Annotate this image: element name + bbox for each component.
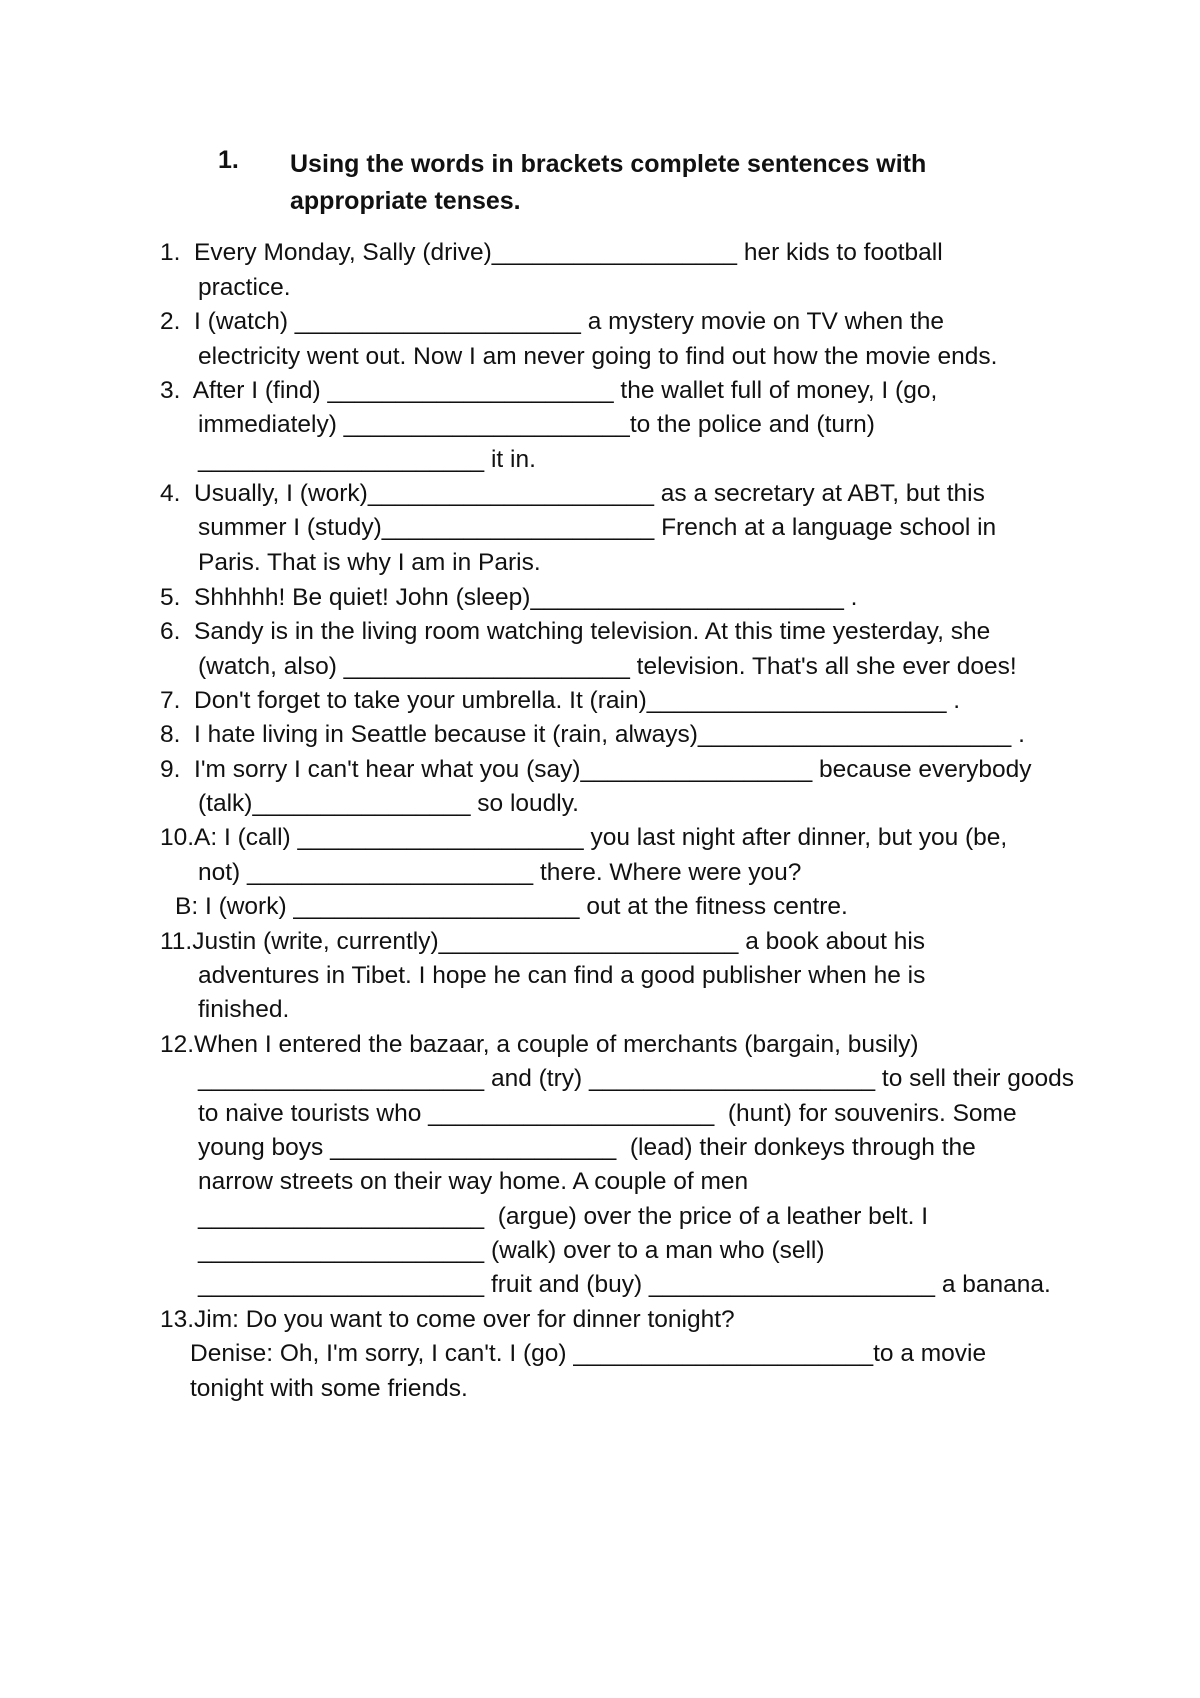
exercise-line: 11.Justin (write, currently)______________________ a book about his bbox=[160, 928, 926, 955]
exercise-line: tonight with some friends. bbox=[190, 1375, 468, 1402]
exercise-line: 6. Sandy is in the living room watching television. At this time yesterday, she bbox=[160, 618, 991, 645]
exercise-line: (watch, also) _____________________ television. That's all she ever does! bbox=[198, 653, 1017, 680]
heading-number: 1. bbox=[218, 146, 239, 174]
exercise-line: _____________________ and (try) _____________________ to sell their goods bbox=[198, 1065, 1074, 1092]
exercise-line: 8. I hate living in Seattle because it (rain, always)_______________________ . bbox=[160, 721, 1025, 748]
exercise-line: summer I (study)____________________ French at a language school in bbox=[198, 514, 997, 541]
exercise-line: _____________________ (walk) over to a man who (sell) bbox=[198, 1237, 825, 1264]
exercise-line: 2. I (watch) _____________________ a mystery movie on TV when the bbox=[160, 308, 945, 335]
exercise-line: to naive tourists who _____________________ (hunt) for souvenirs. Some bbox=[198, 1100, 1017, 1127]
exercise-line: 1. Every Monday, Sally (drive)__________________ her kids to football bbox=[160, 239, 943, 266]
exercise-line: (talk)________________ so loudly. bbox=[198, 790, 579, 817]
exercise-line: _____________________ (argue) over the price of a leather belt. I bbox=[198, 1203, 929, 1230]
exercise-line: 4. Usually, I (work)_____________________ as a secretary at ABT, but this bbox=[160, 480, 985, 507]
exercise-line: 9. I'm sorry I can't hear what you (say)_________________ because everybody bbox=[160, 756, 1032, 783]
exercise-line: 3. After I (find) _____________________ the wallet full of money, I (go, bbox=[160, 377, 938, 404]
heading-text: Using the words in brackets complete sentences with appropriate tenses. bbox=[290, 150, 927, 215]
exercise-line: 7. Don't forget to take your umbrella. It (rain)______________________ . bbox=[160, 687, 961, 714]
exercise-line: Denise: Oh, I'm sorry, I can't. I (go) ______________________to a movie bbox=[190, 1340, 987, 1367]
exercise-line: practice. bbox=[198, 274, 291, 301]
exercise-line: immediately) _____________________to the police and (turn) bbox=[198, 411, 875, 438]
exercise-line: 12.When I entered the bazaar, a couple of merchants (bargain, busily) bbox=[160, 1031, 919, 1058]
exercise-line: 13.Jim: Do you want to come over for dinner tonight? bbox=[160, 1306, 735, 1333]
exercise-line: not) _____________________ there. Where were you? bbox=[198, 859, 802, 886]
exercise-line: finished. bbox=[198, 996, 290, 1023]
exercise-line: _____________________ it in. bbox=[198, 446, 536, 473]
exercise-line: adventures in Tibet. I hope he can find a good publisher when he is bbox=[198, 962, 926, 989]
exercise-line: 10.A: I (call) _____________________ you last night after dinner, but you (be, bbox=[160, 824, 1008, 851]
exercise-line: electricity went out. Now I am never going to find out how the movie ends. bbox=[198, 343, 998, 370]
exercise-line: narrow streets on their way home. A couple of men bbox=[198, 1168, 749, 1195]
exercise-line: 5. Shhhhh! Be quiet! John (sleep)_______________________ . bbox=[160, 584, 858, 611]
exercise-line: Paris. That is why I am in Paris. bbox=[198, 549, 541, 576]
exercise-line: _____________________ fruit and (buy) _____________________ a banana. bbox=[198, 1271, 1051, 1298]
exercise-line: young boys _____________________ (lead) their donkeys through the bbox=[198, 1134, 976, 1161]
exercise-line: B: I (work) _____________________ out at the fitness centre. bbox=[175, 893, 848, 920]
